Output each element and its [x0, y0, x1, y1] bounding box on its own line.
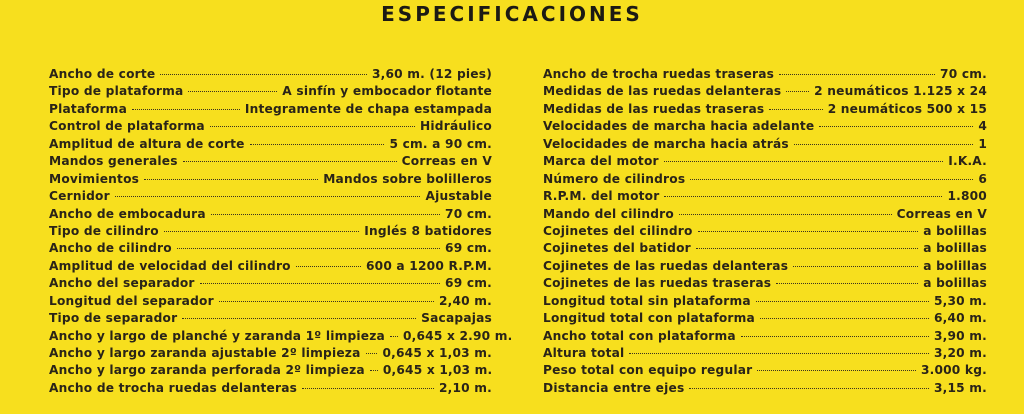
spec-row: [49, 66, 492, 83]
spec-label: Amplitud de altura de corte: [49, 136, 245, 151]
spec-label: Ancho de trocha ruedas delanteras: [49, 380, 298, 395]
spec-value: A sinfín y embocador flotante: [282, 84, 492, 99]
spec-value: a bolillas: [923, 241, 987, 256]
dot-leader: [786, 91, 809, 92]
spec-row: [49, 171, 492, 188]
spec-value: 6: [978, 171, 987, 186]
spec-row: [543, 258, 987, 275]
spec-value: Sacapajas: [421, 311, 492, 326]
spec-label: Mando del cilindro: [543, 206, 674, 221]
spec-row: [543, 240, 987, 257]
spec-value: 6,40 m.: [933, 311, 987, 326]
spec-row: [543, 345, 987, 362]
spec-row: [49, 118, 492, 135]
spec-value: 70 cm.: [445, 206, 492, 221]
spec-column-left: [49, 66, 513, 397]
spec-value: 2 neumáticos 500 x 15: [827, 101, 987, 116]
spec-row: [49, 362, 492, 379]
spec-label: Cojinetes de las ruedas traseras: [543, 276, 772, 291]
dot-leader: [760, 318, 929, 319]
spec-value: 1: [978, 136, 987, 151]
spec-row: [49, 275, 492, 292]
spec-row: [543, 223, 987, 240]
dot-leader: [144, 179, 318, 180]
spec-value: 3,20 m.: [933, 346, 987, 360]
dot-leader: [132, 109, 240, 110]
spec-label: Velocidades de marcha hacia adelante: [543, 119, 815, 134]
spec-row: [49, 223, 492, 240]
spec-row: [543, 153, 987, 170]
spec-value: Ajustable: [425, 189, 492, 204]
spec-value: Mandos sobre bolilleros: [323, 171, 492, 186]
dot-leader: [366, 353, 378, 354]
dot-leader: [756, 301, 929, 302]
spec-label: Peso total con equipo regular: [543, 363, 753, 378]
spec-label: Cojinetes del batidor: [543, 241, 691, 256]
dot-leader: [757, 370, 916, 371]
spec-value: a bolillas: [923, 223, 987, 238]
spec-value: Correas en V: [401, 154, 492, 169]
spec-row: [49, 293, 492, 310]
spec-label: Altura total: [543, 346, 625, 360]
spec-value: Hidráulico: [420, 119, 492, 134]
dot-leader: [698, 231, 919, 232]
spec-label: Amplitud de velocidad del cilindro: [49, 258, 291, 273]
spec-row: [49, 345, 492, 362]
spec-label: Longitud total con plataforma: [543, 311, 755, 326]
spec-row: [543, 66, 987, 83]
dot-leader: [696, 248, 918, 249]
spec-label: Velocidades de marcha hacia atrás: [543, 136, 789, 151]
spec-label: Medidas de las ruedas delanteras: [543, 84, 782, 99]
dot-leader: [794, 144, 973, 145]
spec-label: Distancia entre ejes: [543, 380, 685, 395]
dot-leader: [188, 91, 277, 92]
dot-leader: [779, 74, 935, 75]
spec-label: Tipo de separador: [49, 311, 178, 326]
spec-value: Integramente de chapa estampada: [244, 101, 492, 116]
spec-row: [543, 362, 987, 379]
spec-value: 5 cm. a 90 cm.: [389, 136, 492, 151]
dot-leader: [164, 231, 359, 232]
dot-leader: [390, 336, 398, 337]
dot-leader: [690, 179, 973, 180]
spec-row: [49, 380, 492, 397]
spec-row: [49, 188, 492, 205]
spec-row: [49, 153, 492, 170]
page-title: ESPECIFICACIONES: [381, 2, 643, 26]
spec-label: Cojinetes del cilindro: [543, 223, 693, 238]
dot-leader: [210, 126, 415, 127]
dot-leader: [793, 266, 918, 267]
dot-leader: [115, 196, 421, 197]
spec-row: [49, 83, 492, 100]
spec-row: [49, 258, 492, 275]
spec-label: Ancho de embocadura: [49, 206, 206, 221]
spec-row: [543, 118, 987, 135]
dot-leader: [819, 126, 973, 127]
spec-value: 2 neumáticos 1.125 x 24: [814, 84, 987, 99]
spec-label: Ancho de corte: [49, 67, 156, 81]
spec-value: 3,15 m.: [933, 380, 987, 395]
spec-row: [49, 101, 492, 118]
spec-row: [543, 328, 987, 345]
spec-value: 0,645 x 1,03 m.: [382, 346, 492, 360]
spec-value: 600 a 1200 R.P.M.: [365, 258, 492, 273]
spec-value: 3,60 m. (12 pies): [371, 67, 492, 81]
spec-label: Control de plataforma: [49, 119, 205, 134]
dot-leader: [219, 301, 434, 302]
spec-row: [49, 240, 492, 257]
spec-row: [543, 136, 987, 153]
dot-leader: [370, 370, 378, 371]
spec-row: [49, 136, 492, 153]
spec-label: Ancho total con plataforma: [543, 328, 736, 343]
spec-value: 70 cm.: [940, 67, 987, 81]
spec-value: a bolillas: [923, 276, 987, 291]
spec-value: 1.800: [947, 189, 987, 204]
spec-value: I.K.A.: [948, 154, 987, 169]
spec-row: [543, 310, 987, 327]
spec-label: Medidas de las ruedas traseras: [543, 101, 765, 116]
dot-leader: [679, 214, 892, 215]
spec-row: [543, 275, 987, 292]
spec-value: 5,30 m.: [933, 293, 987, 308]
dot-leader: [250, 144, 385, 145]
spec-row: [543, 293, 987, 310]
spec-label: R.P.M. del motor: [543, 189, 660, 204]
spec-row: [543, 171, 987, 188]
spec-value: a bolillas: [923, 258, 987, 273]
spec-value: 2,40 m.: [438, 293, 492, 308]
dot-leader: [183, 161, 397, 162]
dot-leader: [182, 318, 416, 319]
dot-leader: [689, 388, 929, 389]
spec-row: [543, 101, 987, 118]
spec-label: Ancho y largo de planché y zaranda 1º limpieza: [49, 328, 385, 343]
spec-label: Número de cilindros: [543, 171, 686, 186]
spec-label: Mandos generales: [49, 154, 178, 169]
spec-label: Ancho de cilindro: [49, 241, 172, 256]
spec-label: Marca del motor: [543, 154, 659, 169]
dot-leader: [664, 196, 942, 197]
spec-value: 3.000 kg.: [920, 363, 987, 378]
spec-label: Tipo de cilindro: [49, 223, 159, 238]
spec-row: [543, 83, 987, 100]
spec-label: Movimientos: [49, 171, 140, 186]
spec-column-right: [543, 66, 987, 397]
dot-leader: [177, 248, 440, 249]
spec-row: [543, 206, 987, 223]
dot-leader: [211, 214, 440, 215]
spec-label: Ancho del separador: [49, 276, 195, 291]
dot-leader: [629, 353, 929, 354]
dot-leader: [769, 109, 822, 110]
spec-value: 0,645 x 2.90 m.: [402, 328, 513, 343]
spec-label: Longitud del separador: [49, 293, 214, 308]
spec-value: 2,10 m.: [438, 380, 492, 395]
spec-label: Tipo de plataforma: [49, 84, 184, 99]
spec-row: [543, 188, 987, 205]
spec-value: 0,645 x 1,03 m.: [382, 363, 493, 378]
spec-label: Cojinetes de las ruedas delanteras: [543, 258, 789, 273]
spec-value: 69 cm.: [445, 241, 492, 256]
dot-leader: [160, 74, 367, 75]
spec-label: Cernidor: [49, 189, 110, 204]
dot-leader: [776, 283, 918, 284]
dot-leader: [200, 283, 440, 284]
spec-label: Plataforma: [49, 101, 127, 116]
spec-row: [49, 206, 492, 223]
spec-value: 4: [978, 119, 987, 134]
spec-row: [49, 310, 492, 327]
spec-value: 69 cm.: [445, 276, 492, 291]
dot-leader: [302, 388, 434, 389]
spec-value: Correas en V: [896, 206, 987, 221]
spec-row: [49, 328, 513, 345]
spec-label: Longitud total sin plataforma: [543, 293, 751, 308]
spec-row: [543, 380, 987, 397]
spec-label: Ancho de trocha ruedas traseras: [543, 67, 775, 81]
spec-value: Inglés 8 batidores: [364, 223, 492, 238]
dot-leader: [296, 266, 361, 267]
dot-leader: [741, 336, 929, 337]
spec-value: 3,90 m.: [933, 328, 987, 343]
spec-label: Ancho y largo zaranda ajustable 2º limpieza: [49, 346, 361, 360]
spec-label: Ancho y largo zaranda perforada 2º limpieza: [49, 363, 365, 378]
dot-leader: [664, 161, 944, 162]
